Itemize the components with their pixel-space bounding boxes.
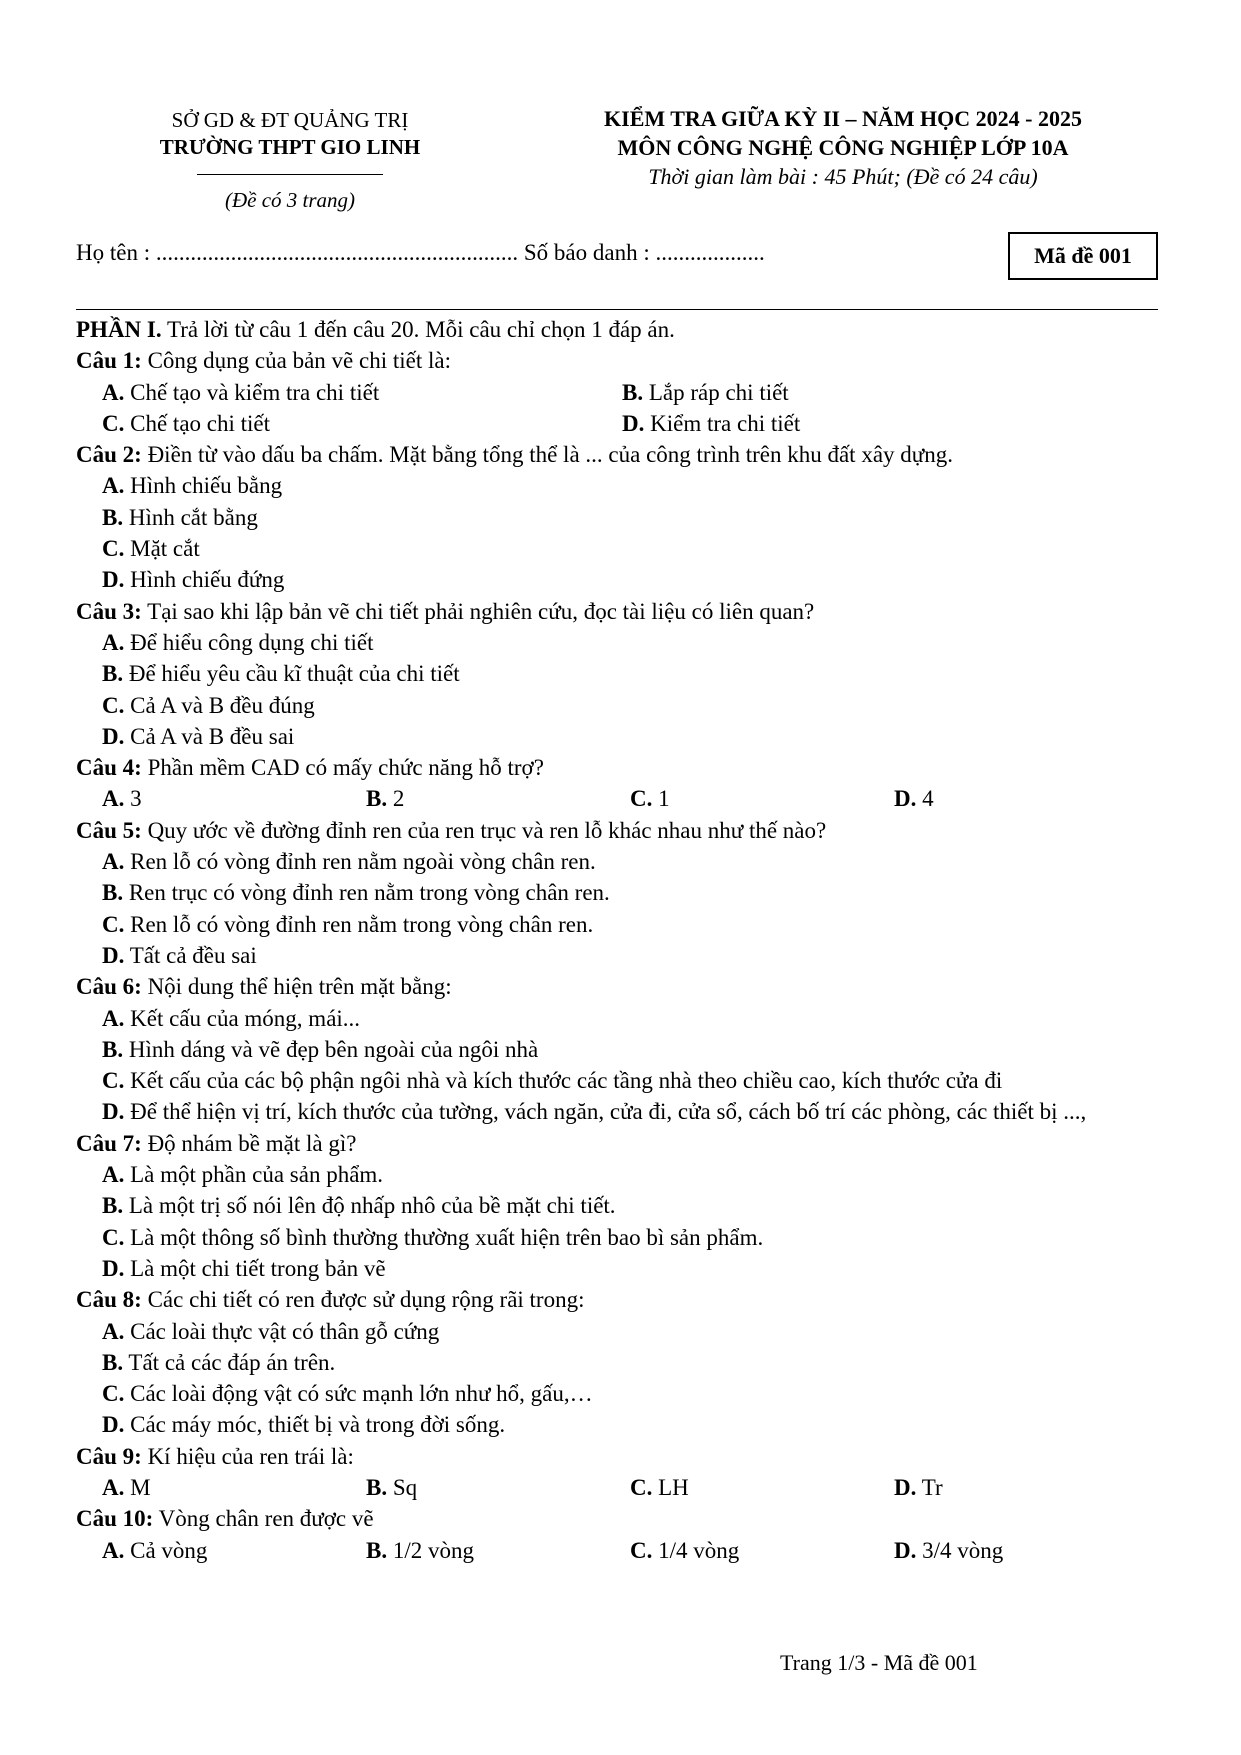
option-b: B. 1/2 vòng (366, 1537, 474, 1563)
options-row (76, 783, 1158, 814)
option-d: D. Tr (894, 1474, 943, 1500)
question-label: Câu 8: (76, 1287, 142, 1313)
option-d: D. Là một chi tiết trong bản vẽ (102, 1255, 386, 1281)
option-d: D. 4 (894, 786, 934, 812)
header-divider (197, 174, 383, 175)
student-id-field: Số báo danh : ................... (518, 240, 765, 265)
student-name-field: Họ tên : ............................................................... (76, 240, 519, 265)
option-d: D. Hình chiếu đứng (102, 567, 285, 593)
options-row (76, 377, 1158, 408)
question-1 (76, 345, 1158, 376)
option-d: D. Tất cả đều sai (102, 942, 257, 968)
option-d: D. Để thể hiện vị trí, kích thước của tường, vách ngăn, cửa đi, cửa sổ, cách bố trí các phòng, các thiết bị ..., (102, 1099, 1087, 1125)
question-text: Công dụng của bản vẽ chi tiết là: (141, 348, 451, 374)
question-label: Câu 9: (76, 1443, 142, 1469)
question-6 (76, 971, 1158, 1002)
page-count-note: (Đề có 3 trang) (224, 188, 356, 212)
page-footer: Trang 1/3 - Mã đề 001 (780, 1650, 978, 1675)
option-d: D. Cả A và B đều sai (102, 723, 295, 749)
question-label: Câu 5: (76, 817, 142, 843)
part-heading (76, 314, 1158, 345)
exam-duration: Thời gian làm bài : 45 Phút; (Đề có 24 câu) (648, 164, 1038, 189)
option-a: A. Cả vòng (102, 1537, 208, 1563)
option-c: C. Các loài động vật có sức mạnh lớn như hổ, gấu,… (102, 1381, 593, 1407)
question-10 (76, 1503, 1158, 1534)
option-c: C. Kết cấu của các bộ phận ngôi nhà và kích thước các tầng nhà theo chiều cao, kích thước cửa đi (102, 1068, 1003, 1094)
subject-title: MÔN CÔNG NGHỆ CÔNG NGHIỆP LỚP 10A (617, 135, 1069, 160)
option-b: B. 2 (366, 786, 405, 812)
question-5 (76, 815, 1158, 846)
question-8 (76, 1284, 1158, 1315)
option-d: D. Các máy móc, thiết bị và trong đời sống. (102, 1412, 506, 1438)
question-label: Câu 7: (76, 1130, 142, 1156)
question-text: Nội dung thể hiện trên mặt bằng: (141, 974, 452, 1000)
question-label: Câu 1: (76, 348, 142, 374)
question-label: Câu 3: (76, 598, 142, 624)
exam-header (548, 104, 1138, 191)
option-b: B. Để hiểu yêu cầu kĩ thuật của chi tiết (102, 661, 460, 687)
option-b: B. Hình cắt bằng (102, 504, 258, 530)
question-text: Điền từ vào dấu ba chấm. Mặt bằng tổng thể là ... của công trình trên khu đất xây dựng. (141, 442, 954, 468)
header-rule (76, 309, 1158, 310)
question-2 (76, 439, 1158, 470)
question-label: Câu 6: (76, 974, 142, 1000)
option-c: C. Cả A và B đều đúng (102, 692, 315, 718)
part-label: PHẦN I. (76, 317, 162, 342)
option-a: A. Ren lỗ có vòng đỉnh ren nằm ngoài vòng chân ren. (102, 849, 596, 875)
question-label: Câu 4: (76, 755, 142, 781)
question-text: Tại sao khi lập bản vẽ chi tiết phải nghiên cứu, đọc tài liệu có liên quan? (141, 598, 815, 624)
question-text: Kí hiệu của ren trái là: (141, 1443, 354, 1469)
option-b: B. Hình dáng và vẽ đẹp bên ngoài của ngôi nhà (102, 1036, 539, 1062)
option-c: C. Ren lỗ có vòng đỉnh ren nằm trong vòng chân ren. (102, 911, 594, 937)
department-name: SỞ GD & ĐT QUẢNG TRỊ (171, 108, 409, 132)
school-name: TRƯỜNG THPT GIO LINH (159, 135, 421, 159)
question-7 (76, 1128, 1158, 1159)
option-a: A. Kết cấu của móng, mái... (102, 1005, 361, 1031)
option-a: A. Là một phần của sản phẩm. (102, 1162, 384, 1188)
option-a: A. Để hiểu công dụng chi tiết (102, 629, 374, 655)
option-c: C. 1 (630, 786, 670, 812)
option-c: C. Là một thông số bình thường thường xuất hiện trên bao bì sản phẩm. (102, 1224, 764, 1250)
question-text: Quy ước về đường đỉnh ren của ren trục và ren lỗ khác nhau như thế nào? (141, 817, 827, 843)
exam-code-box: Mã đề 001 (1008, 232, 1158, 280)
option-b: B. Là một trị số nói lên độ nhấp nhô của bề mặt chi tiết. (102, 1193, 616, 1219)
option-c: C. 1/4 vòng (630, 1537, 740, 1563)
question-4 (76, 752, 1158, 783)
option-a: A. M (102, 1474, 151, 1500)
option-a: A. 3 (102, 786, 142, 812)
question-3 (76, 596, 1158, 627)
option-a: A. Các loài thực vật có thân gỗ cứng (102, 1318, 440, 1344)
question-label: Câu 2: (76, 442, 142, 468)
options-row (76, 1472, 1158, 1503)
part-instruction: Trả lời từ câu 1 đến câu 20. Mỗi câu chỉ chọn 1 đáp án. (161, 317, 675, 342)
question-text: Các chi tiết có ren được sử dụng rộng rãi trong: (141, 1287, 585, 1313)
question-text: Độ nhám bề mặt là gì? (141, 1130, 357, 1156)
student-info-line (76, 240, 765, 266)
question-label: Câu 10: (76, 1506, 154, 1532)
option-a: A. Hình chiếu bằng (102, 473, 283, 499)
option-c: C. Chế tạo chi tiết (102, 410, 271, 436)
option-b: B. Sq (366, 1474, 418, 1500)
option-b: B. Lắp ráp chi tiết (622, 379, 789, 405)
options-row (76, 408, 1158, 439)
option-c: C. Mặt cắt (102, 536, 200, 562)
option-d: D. 3/4 vòng (894, 1537, 1004, 1563)
option-c: C. LH (630, 1474, 689, 1500)
option-b: B. Ren trục có vòng đỉnh ren nằm trong vòng chân ren. (102, 880, 610, 906)
option-b: B. Tất cả các đáp án trên. (102, 1349, 336, 1375)
option-a: A. Chế tạo và kiểm tra chi tiết (102, 379, 380, 405)
question-9 (76, 1441, 1158, 1472)
question-list (76, 314, 1158, 1566)
option-d: D. Kiểm tra chi tiết (622, 410, 801, 436)
options-row (76, 1535, 1158, 1566)
school-header (150, 106, 430, 213)
question-text: Phần mềm CAD có mấy chức năng hỗ trợ? (141, 755, 544, 781)
exam-title: KIỂM TRA GIỮA KỲ II – NĂM HỌC 2024 - 2025 (604, 106, 1082, 131)
question-text: Vòng chân ren được vẽ (153, 1506, 374, 1532)
